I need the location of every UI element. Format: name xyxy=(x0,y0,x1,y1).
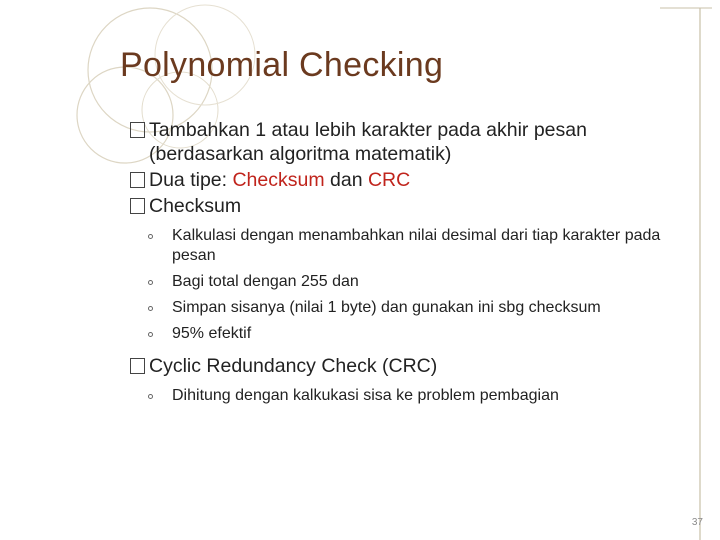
sub-bullet-text: Bagi total dengan 255 dan xyxy=(172,273,359,290)
sub-bullet-text: Kalkulasi dengan menambahkan nilai desimal dari tiap karakter pada pesan xyxy=(172,227,661,264)
bullet-item xyxy=(130,168,700,192)
highlight-crc: CRC xyxy=(367,169,411,191)
square-bullet-icon xyxy=(130,198,145,214)
ring-bullet-icon xyxy=(148,394,153,399)
highlight-checksum: Checksum xyxy=(232,169,325,191)
sub-bullet-item xyxy=(130,226,700,266)
bullet-text xyxy=(149,168,700,192)
bullet-item xyxy=(130,354,700,378)
sub-bullet-item xyxy=(130,386,700,406)
ring-bullet-icon xyxy=(148,234,153,239)
bullet-text: Checksum xyxy=(149,195,242,217)
square-bullet-icon xyxy=(130,172,145,188)
square-bullet-icon xyxy=(130,358,145,374)
sub-bullet-list xyxy=(130,386,700,406)
slide-title: Polynomial Checking xyxy=(120,46,444,84)
sub-bullet-item xyxy=(130,324,700,344)
sub-bullet-text: Dihitung dengan kalkukasi sisa ke problem pembagian xyxy=(172,387,559,404)
bullet-text: Tambahkan 1 atau lebih karakter pada akhir pesan (berdasarkan algoritma matematik) xyxy=(149,119,587,165)
ring-bullet-icon xyxy=(148,306,153,311)
slide-content xyxy=(130,118,700,416)
ring-bullet-icon xyxy=(148,332,153,337)
page-number: 37 xyxy=(691,517,703,528)
sub-bullet-text: Simpan sisanya (nilai 1 byte) dan gunakan ini sbg checksum xyxy=(172,299,601,316)
sub-bullet-text: 95% efektif xyxy=(172,325,252,342)
bullet-item xyxy=(130,118,700,166)
sub-bullet-list xyxy=(130,226,700,344)
sub-bullet-item xyxy=(130,272,700,292)
bullet-prefix: Dua tipe: xyxy=(149,169,233,191)
bullet-mid: dan xyxy=(324,169,368,191)
ring-bullet-icon xyxy=(148,280,153,285)
sub-bullet-item xyxy=(130,298,700,318)
bullet-item xyxy=(130,194,700,218)
bullet-text: Cyclic Redundancy Check (CRC) xyxy=(149,355,438,377)
square-bullet-icon xyxy=(130,122,145,138)
